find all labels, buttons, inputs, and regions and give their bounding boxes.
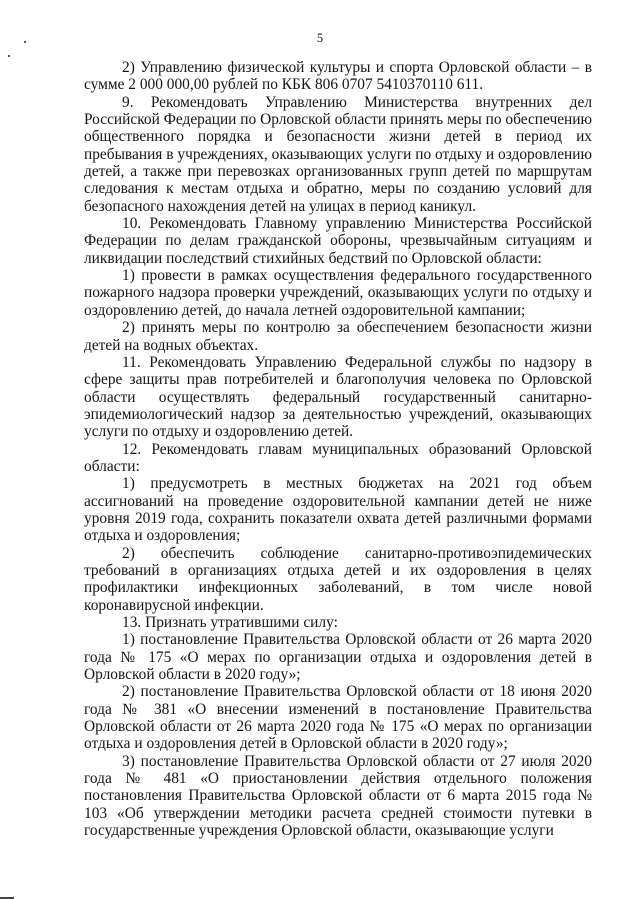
paragraph-9-police: 9. Рекомендовать Управлению Министерства внутренних дел Российской Федерации по Орловской области принять меры по обеспечению общественного порядка и безопасности жизни детей в период их пребывания в учреждениях, оказывающих услуги по отдыху и оздоровлению детей, а также при перевозках организованных групп детей по маршрутам следования к местам отдыха и обратно, меры по созданию условий для безопасного нахождения детей на улицах в период каникул. <box>84 93 592 215</box>
paragraph-12-item-2: 2) обеспечить соблюдение санитарно-противоэпидемических требований в организациях отдыха детей и их оздоровления в целях профилактики инфекционных заболеваний, в том числе новой коронавирусной инфекции. <box>84 544 592 614</box>
paragraph-10-item-2: 2) принять меры по контролю за обеспечением безопасности жизни детей на водных объектах. <box>84 319 592 354</box>
paragraph-10-emergency: 10. Рекомендовать Главному управлению Министерства Российской Федерации по делам гражданской обороны, чрезвычайным ситуациям и ликвидации последствий стихийных бедствий по Орловской области: <box>84 215 592 267</box>
page-number: 5 <box>316 31 324 45</box>
paragraph-13-repeal: 13. Признать утратившими силу: <box>122 614 338 631</box>
paragraph-item-2-budget: 2) Управлению физической культуры и спорта Орловской области – в сумме 2 000 000,00 рублей по КБК 806 0707 5410370110 611. <box>84 59 592 94</box>
paragraph-13-item-2: 2) постановление Правительства Орловской области от 18 июня 2020 года № 381 «О внесении изменений в постановление Правительства Орловской области от 26 марта 2020 года № 175 «О мерах по организации отдыха и оздоровления детей в Орловской области в 2020 году»; <box>84 683 592 753</box>
document-body <box>84 59 592 839</box>
paragraph-10-item-1: 1) провести в рамках осуществления федерального государственного пожарного надзора проверки учреждений, оказывающих услуги по отдыху и оздоровлению детей, до начала летней оздоровительной кампании; <box>84 267 592 319</box>
scan-speck <box>8 55 10 57</box>
paragraph-13-item-3: 3) постановление Правительства Орловской области от 27 июля 2020 года № 481 «О приостановлении действия отдельного положения постановления Правительства Орловской области от 6 марта 2015 года № 103 «Об утверждении методики расчета средней стоимости путевки в государственные учреждения Орловской области, оказывающие услуги <box>84 752 592 840</box>
paragraph-11-consumer-rights: 11. Рекомендовать Управлению Федеральной службы по надзору в сфере защиты прав потребителей и благополучия человека по Орловской области осуществлять федеральный государственный санитарно-эпидемиологический надзор за деятельностью учреждений, оказывающих услуги по отдыху и оздоровлению детей. <box>84 353 592 441</box>
paragraph-12-item-1: 1) предусмотреть в местных бюджетах на 2021 год объем ассигнований на проведение оздоровительной кампании детей не ниже уровня 2019 года, сохранить показатели охвата детей различными формами отдыха и оздоровления; <box>84 475 592 545</box>
paragraph-13-item-1: 1) постановление Правительства Орловской области от 26 марта 2020 года № 175 «О мерах по организации отдыха и оздоровления детей в Орловской области в 2020 году»; <box>84 631 592 684</box>
paragraph-12-municipalities: 12. Рекомендовать главам муниципальных образований Орловской области: <box>84 440 592 475</box>
